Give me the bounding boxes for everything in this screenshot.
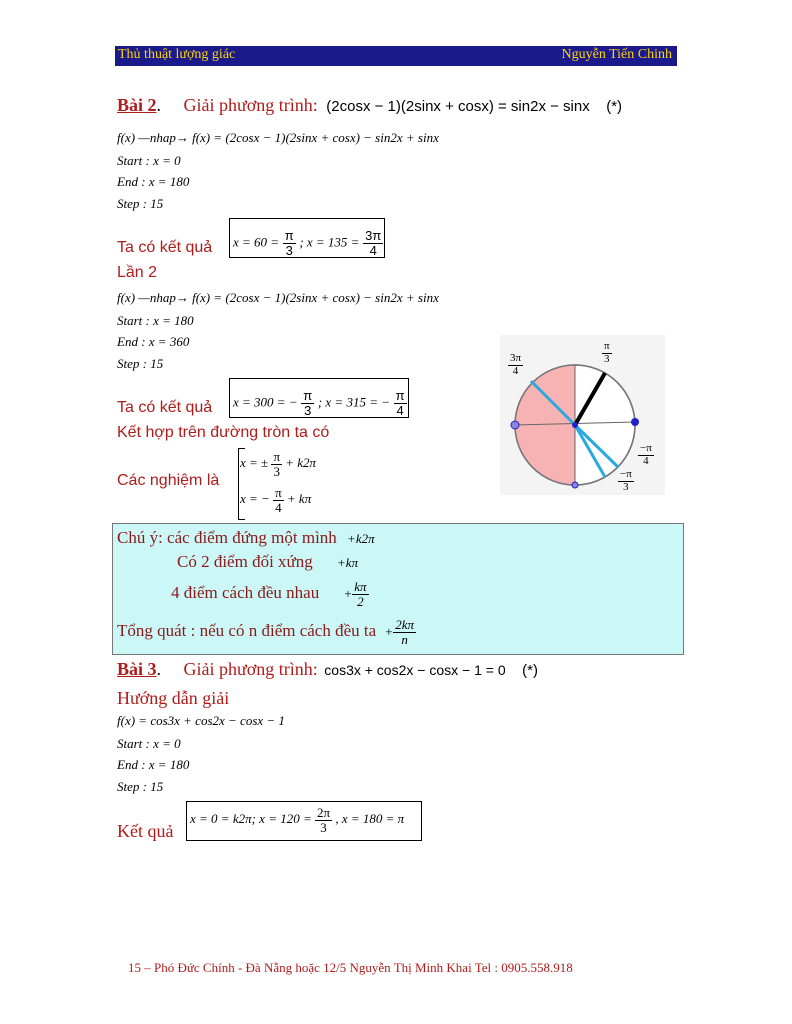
frac-d: n [401,631,408,647]
unit-circle-svg [500,335,665,495]
frac-d: 4 [512,364,519,377]
frac-d: 2 [357,593,364,609]
solutions-label: Các nghiệm là [117,472,220,489]
point-bottom [572,482,578,488]
frac-n: π [395,388,405,403]
frac-d: 3 [273,463,280,479]
bai2-prompt: Giải phương trình: [183,95,318,115]
frac-d: 3 [623,480,629,493]
note-line-2 [177,552,358,572]
note-box [112,523,684,655]
frac-n: π [303,388,313,403]
frac-pi3 [283,229,296,257]
frac [271,450,282,478]
note-line-1 [117,528,375,548]
frac-d: 3 [304,402,312,418]
lan2-label: Lần 2 [117,264,158,281]
page-header [115,46,677,66]
note-line-1-tag: +k2π [347,531,375,546]
bai3-end: End : x = 180 [117,757,190,772]
frac-n: −π [620,468,632,480]
frac [273,486,284,514]
sol1-b: + k2π [285,455,317,471]
label-pi3 [602,341,612,365]
solution-2 [240,486,311,514]
frac-n: π [273,449,281,464]
sol2-a: x = − [240,491,270,507]
point-origin [572,422,578,428]
bai2-end-2: End : x = 360 [117,334,190,349]
frac-n: π [284,228,294,243]
bai2-start-1: Start : x = 0 [117,153,181,168]
note-line-1-text: Chú ý: các điểm đứng một mình [117,528,337,547]
frac-d: 3 [285,242,293,258]
bai2-start-2: Start : x = 180 [117,313,194,328]
bai2-result-box-1 [229,218,385,258]
bai3-result [190,806,404,834]
note-line-4-plus: + [384,624,394,640]
frac-n: −π [640,442,652,454]
frac-pi3 [301,389,314,417]
sol2-b: + kπ [286,491,312,507]
bai2-result-label-2: Ta có kết quả [117,399,213,416]
bai2-heading [117,95,622,116]
bai3-result-a: x = 0 = k2π; x = 120 = [190,811,312,827]
bai3-heading [117,659,538,680]
bai2-dot: . [156,95,162,115]
bai3-result-box [186,801,422,841]
frac-n: 3π [510,352,522,364]
bai2-star: (*) [606,98,623,115]
frac-n: π [275,485,282,500]
label-mpi3 [618,469,634,493]
bai2-result-2 [233,389,407,417]
bai3-label: Bài 3 [117,659,157,679]
note-line-4-text: Tổng quát : nếu có n điểm cách đều ta [117,621,377,641]
solution-1 [240,450,316,478]
page-footer: 15 – Phó Đức Chính - Đà Nẵng hoặc 12/5 Nguyễn Thị Minh Khai Tel : 0905.558.918 [128,960,573,975]
frac-d: 4 [275,499,282,515]
bai3-star: (*) [522,662,538,679]
bai2-equation: (2cosx − 1)(2sinx + cosx) = sin2x − sinx [326,98,590,115]
header-author: Nguyễn Tiến Chinh [561,47,672,62]
point-0 [631,418,639,426]
bai3-prompt: Giải phương trình: [183,659,318,679]
bai2-result-box-2 [229,378,409,418]
bai3-f-input: f(x) = cos3x + cos2x − cosx − 1 [117,713,285,728]
result-1a: x = 60 = [233,234,280,250]
bai3-guide: Hướng dẫn giải [117,688,230,708]
bai3-dot: . [156,659,162,679]
label-mpi4 [638,443,654,467]
bai3-step: Step : 15 [117,779,164,794]
frac [508,353,523,377]
note-line-2-text: Có 2 điểm đối xứng [177,552,313,571]
frac [618,469,634,493]
frac-pi4 [394,389,407,417]
result-2a: x = 300 = − [233,394,298,410]
combine-text: Kết hợp trên đường tròn ta có [117,424,330,441]
bai2-end-1: End : x = 180 [117,174,190,189]
bai2-result-label-1: Ta có kết quả [117,239,213,256]
frac-d: 3 [320,819,327,835]
frac-d: 4 [643,454,649,467]
result-1b: ; x = 135 = [299,234,360,250]
frac-n: 3π [365,228,382,243]
sol1-a: x = ± [240,455,269,471]
frac-n: π [604,340,610,352]
header-title: Thủ thuật lượng giác [118,47,236,62]
bai2-label: Bài 2 [117,95,157,115]
frac-n: 2π [317,805,331,820]
bai2-step-2: Step : 15 [117,356,164,371]
frac-n: 2kπ [395,617,414,632]
frac-3pi4 [363,229,383,257]
note-line-2-tag: +kπ [337,555,359,570]
label-3pi4 [508,353,523,377]
result-2b: ; x = 315 = − [317,394,390,410]
frac-2pi3 [315,806,332,834]
point-pi [511,421,519,429]
frac-d: 3 [604,352,610,365]
unit-circle-figure [500,335,665,495]
bai3-equation: cos3x + cos2x − cosx − 1 = 0 [324,662,506,678]
frac-n: kπ [354,579,367,594]
bai2-step-1: Step : 15 [117,196,164,211]
note-line-3-plus: + [343,586,353,602]
frac-d: 4 [369,242,377,258]
frac-2kpin [393,618,416,646]
frac-d: 4 [396,402,404,418]
frac [638,443,654,467]
bai2-f-input-1: f(x) —nhap→ f(x) = (2cosx − 1)(2sinx + cosx) − sin2x + sinx [117,130,439,145]
note-line-3-text: 4 điểm cách đều nhau [171,583,320,603]
note-line-3 [171,580,369,608]
frac [602,341,612,365]
frac-kpi2 [352,580,368,608]
bai2-result-1 [233,229,383,257]
bai3-result-b: , x = 180 = π [335,811,405,827]
bai3-result-label: Kết quả [117,821,174,841]
bai2-f-input-2: f(x) —nhap→ f(x) = (2cosx − 1)(2sinx + cosx) − sin2x + sinx [117,290,439,305]
note-line-4 [117,618,416,646]
bai3-start: Start : x = 0 [117,736,181,751]
